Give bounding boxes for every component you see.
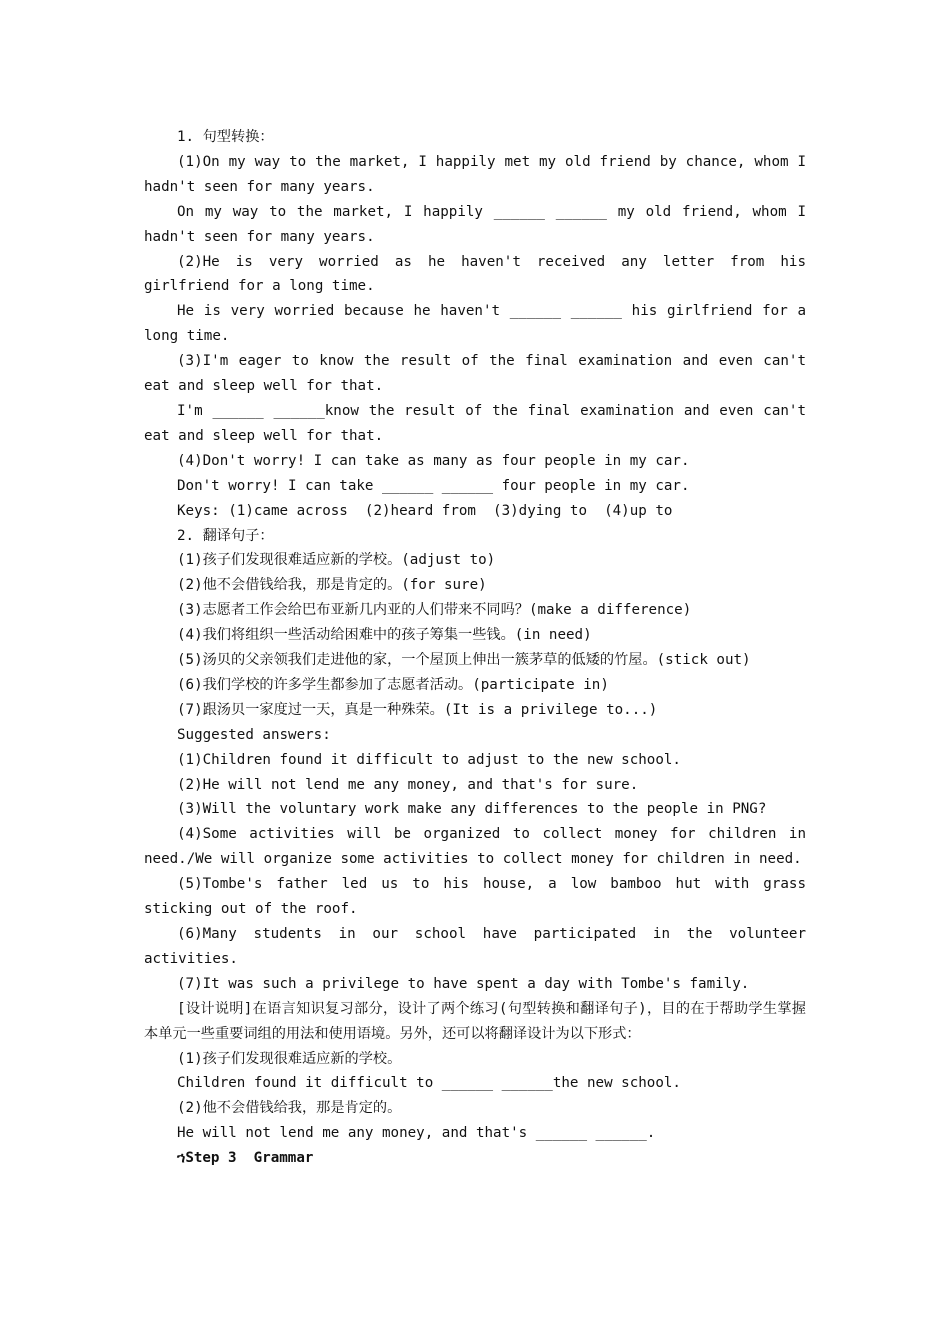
design-example-1-cn: (1)孩子们发现很难适应新的学校。 (177, 1050, 402, 1067)
design-example-1-en: Children found it difficult to ______ ______the new school. (177, 1075, 681, 1092)
translation-item-4: (4)我们将组织一些活动给困难中的孩子筹集一些钱。(in need) (177, 627, 592, 644)
design-example-2-en: He will not lend me any money, and that's ______ ______. (177, 1125, 656, 1142)
translation-item-5: (5)汤贝的父亲领我们走进他的家，一个屋顶上伸出一簇茅草的低矮的竹屋。(stick out) (177, 652, 751, 669)
step-heading-label: Step 3 Grammar (185, 1150, 314, 1167)
document-body (144, 125, 806, 1171)
exercise-4-rewrite: Don't worry! I can take ______ ______ four people in my car. (177, 477, 690, 494)
suggested-answer-5: (5)Tombe's father led us to his house, a low bamboo hut with grass sticking out of the roof. (144, 876, 806, 918)
translation-item-1: (1)孩子们发现很难适应新的学校。(adjust to) (177, 552, 496, 569)
exercise-1-original: (1)On my way to the market, I happily met my old friend by chance, whom I hadn't seen for many years. (144, 153, 806, 195)
exercise-2-rewrite: He is very worried because he haven't ______ ______ his girlfriend for a long time. (144, 303, 806, 345)
suggested-answer-4: (4)Some activities will be organized to collect money for children in need./We will organize some activities to collect money for children in need. (144, 826, 806, 868)
exercise-2-original: (2)He is very worried as he haven't received any letter from his girlfriend for a long time. (144, 253, 806, 295)
suggested-answer-7: (7)It was such a privilege to have spent a day with Tombe's family. (177, 975, 750, 992)
translation-item-7: (7)跟汤贝一家度过一天，真是一种殊荣。(It is a privilege to...) (177, 701, 658, 718)
step-marker-icon: ኀ (177, 1150, 186, 1167)
suggested-answer-3: (3)Will the voluntary work make any differences to the people in PNG? (177, 801, 767, 818)
exercise-1-rewrite: On my way to the market, I happily ______ ______ my old friend, whom I hadn't seen for many years. (144, 203, 806, 245)
answer-keys: Keys: (1)came across (2)heard from (3)dying to (4)up to (177, 502, 673, 519)
exercise-3-original: (3)I'm eager to know the result of the final examination and even can't eat and sleep well for that. (144, 353, 806, 395)
exercise-3-rewrite: I'm ______ ______know the result of the final examination and even can't eat and sleep well for that. (144, 402, 806, 444)
suggested-answer-1: (1)Children found it difficult to adjust to the new school. (177, 751, 681, 768)
suggested-answer-2: (2)He will not lend me any money, and that's for sure. (177, 776, 639, 793)
step-heading (144, 1146, 806, 1171)
design-example-2-cn: (2)他不会借钱给我，那是肯定的。 (177, 1100, 402, 1117)
design-note: [设计说明]在语言知识复习部分，设计了两个练习(句型转换和翻译句子)，目的在于帮助学生掌握本单元一些重要词组的用法和使用语境。另外，还可以将翻译设计为以下形式： (144, 1000, 806, 1042)
suggested-answers-label: Suggested answers: (177, 726, 331, 743)
section-1-title: 1. 句型转换： (177, 129, 274, 145)
translation-item-3: (3)志愿者工作会给巴布亚新几内亚的人们带来不同吗？(make a difference) (177, 602, 692, 619)
section-2-title: 2. 翻译句子： (177, 527, 274, 544)
translation-item-2: (2)他不会借钱给我，那是肯定的。(for sure) (177, 577, 487, 594)
translation-item-6: (6)我们学校的许多学生都参加了志愿者活动。(participate in) (177, 676, 609, 693)
exercise-4-original: (4)Don't worry! I can take as many as four people in my car. (177, 452, 690, 469)
suggested-answer-6: (6)Many students in our school have participated in the volunteer activities. (144, 926, 806, 967)
